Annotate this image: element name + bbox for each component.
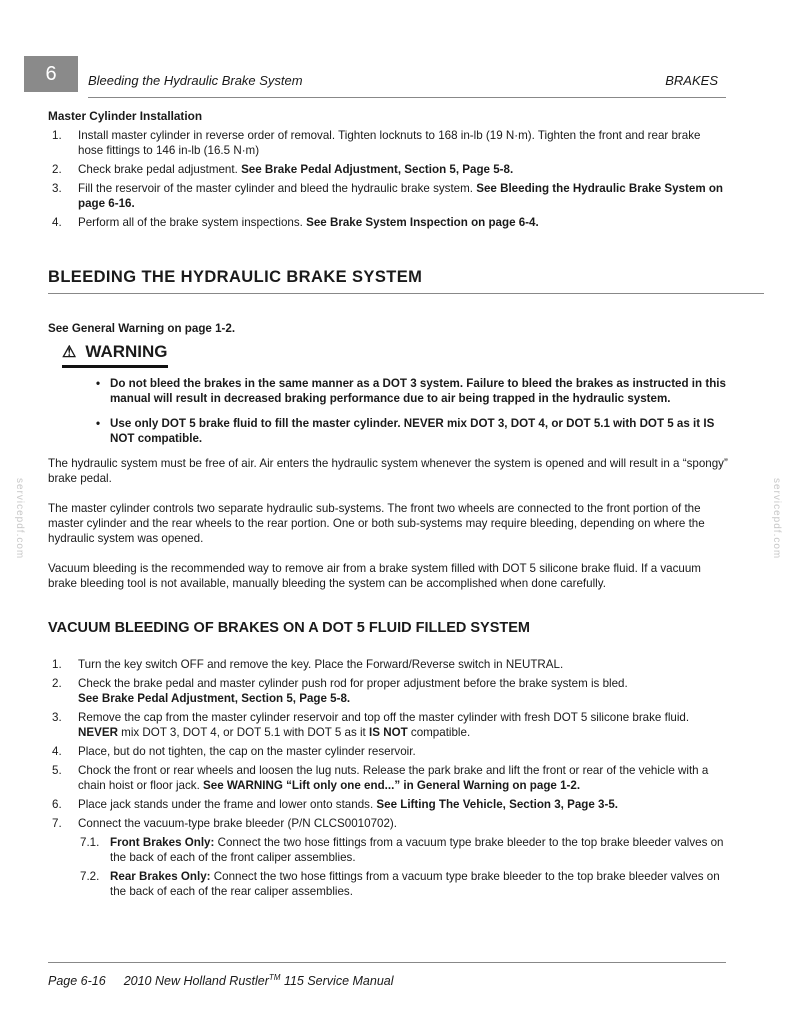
step-text: Check brake pedal adjustment.	[78, 163, 242, 176]
cross-reference: See Brake Pedal Adjustment, Section 5, Page 5-8.	[78, 692, 351, 705]
page-number: Page 6-16	[48, 974, 106, 989]
section-heading: BLEEDING THE HYDRAULIC BRAKE SYSTEM	[48, 268, 423, 286]
list-item	[48, 676, 728, 706]
watermark-right: servicepdf.com	[771, 478, 782, 560]
step-text: Connect the vacuum-type brake bleeder (P/N CLCS0010702).	[78, 817, 398, 830]
sub-step-label: Front Brakes Only:	[110, 836, 215, 849]
step-number: 2.	[52, 677, 62, 690]
list-item	[48, 797, 728, 812]
step-number: 6.	[52, 798, 62, 811]
header-title: Bleeding the Hydraulic Brake System	[88, 73, 303, 88]
step-number: 4.	[52, 216, 62, 229]
warning-item	[96, 376, 728, 406]
step-number: 3.	[52, 711, 62, 724]
cross-reference: See Brake Pedal Adjustment, Section 5, Page 5-8.	[241, 163, 514, 176]
list-item	[48, 128, 728, 158]
vacuum-steps	[48, 657, 728, 899]
bullet-icon: •	[96, 417, 101, 430]
step-text: compatible.	[407, 726, 471, 739]
section-rule	[48, 293, 764, 294]
sub-step-label: Rear Brakes Only:	[110, 870, 211, 883]
list-item	[48, 215, 728, 230]
step-number: 2.	[52, 163, 62, 176]
cross-reference: See WARNING “Lift only one end...” in General Warning on page 1-2.	[203, 779, 581, 792]
warning-list	[62, 376, 728, 446]
list-item	[48, 162, 728, 177]
subsection-heading: VACUUM BLEEDING OF BRAKES ON A DOT 5 FLUID FILLED SYSTEM	[48, 620, 530, 636]
chapter-tab: 6	[24, 56, 78, 92]
paragraph: The master cylinder controls two separate hydraulic sub-systems. The front two wheels are connected to the front portion of the master cylinder and the rear wheels to the rear portion. One or both sub-systems may require bleeding, depending on where the hydraulic system was opened.	[48, 502, 705, 545]
list-item	[48, 710, 728, 740]
footer	[48, 973, 394, 988]
header-rule	[88, 97, 726, 98]
paragraph: Vacuum bleeding is the recommended way to remove air from a brake system filled with DOT 5 silicone brake fluid. If a vacuum brake bleeding tool is not available, manually bleeding the system can be accomplished when done carefully.	[48, 562, 701, 590]
list-item	[48, 657, 728, 672]
is-not-text: IS NOT	[369, 726, 408, 739]
step-number: 7.1.	[80, 836, 100, 849]
warning-box	[62, 344, 728, 446]
cross-reference: See Brake System Inspection on page 6-4.	[306, 216, 539, 229]
general-warning-ref: See General Warning on page 1-2.	[48, 322, 236, 335]
cross-reference: See Lifting The Vehicle, Section 3, Page 3-5.	[376, 798, 619, 811]
warning-item	[96, 416, 728, 446]
manual-title: 2010 New Holland Rustler™ 115 Service Manual	[123, 973, 394, 989]
list-item	[48, 181, 728, 211]
step-text: Chock the front or rear wheels and loosen the lug nuts. Release the park brake and lift the front or rear of the vehicle with a chain hoist or floor jack.	[78, 764, 709, 792]
step-text: Install master cylinder in reverse order of removal. Tighten locknuts to 168 in-lb (19 N·m). Tighten the front and rear brake hose fittings to 146 in-lb (16.5 N·m)	[78, 129, 701, 157]
never-text: NEVER	[78, 726, 118, 739]
watermark-left: servicepdf.com	[14, 478, 25, 560]
cross-reference: See Bleeding the Hydraulic Brake System on page 6-16.	[78, 182, 724, 210]
warning-triangle-icon: ⚠	[62, 344, 77, 361]
list-item	[48, 816, 728, 831]
step-text: Perform all of the brake system inspections.	[78, 216, 307, 229]
step-text: Remove the cap from the master cylinder reservoir and top off the master cylinder with fresh DOT 5 silicone brake fluid.	[78, 711, 690, 724]
step-number: 7.	[52, 817, 62, 830]
warning-title	[62, 344, 168, 368]
step-text: Connect the two hose fittings from a vacuum type brake bleeder to the top brake bleeder valves on the back of each of the rear caliper assemblies.	[110, 870, 720, 898]
step-text: Fill the reservoir of the master cylinder and bleed the hydraulic brake system.	[78, 182, 477, 195]
step-text: Place jack stands under the frame and lower onto stands.	[78, 798, 377, 811]
step-text: Turn the key switch OFF and remove the key. Place the Forward/Reverse switch in NEUTRAL.	[78, 658, 564, 671]
step-text: Place, but do not tighten, the cap on the master cylinder reservoir.	[78, 745, 416, 758]
list-item	[48, 763, 728, 793]
master-cylinder-heading: Master Cylinder Installation	[48, 109, 203, 123]
page-content	[48, 109, 728, 903]
paragraph: The hydraulic system must be free of air. Air enters the hydraulic system whenever the system is opened and will result in a “spongy” brake pedal.	[48, 457, 728, 485]
header-section: BRAKES	[665, 73, 718, 88]
trademark: TM	[268, 973, 281, 982]
bullet-icon: •	[96, 377, 101, 390]
step-number: 3.	[52, 182, 62, 195]
sub-list-item	[48, 835, 728, 865]
step-number: 1.	[52, 658, 62, 671]
warning-text: Do not bleed the brakes in the same manner as a DOT 3 system. Failure to bleed the brakes as instructed in this manual will result in decreased braking performance due to air being trapped in the hydraulic system.	[110, 377, 726, 405]
step-number: 4.	[52, 745, 62, 758]
master-cylinder-steps	[48, 128, 728, 230]
sub-list-item	[48, 869, 728, 899]
step-number: 1.	[52, 129, 62, 142]
step-text: mix DOT 3, DOT 4, or DOT 5.1 with DOT 5 as it	[117, 726, 370, 739]
step-number: 7.2.	[80, 870, 100, 883]
list-item	[48, 744, 728, 759]
step-number: 5.	[52, 764, 62, 777]
footer-rule	[48, 962, 726, 963]
step-text: Check the brake pedal and master cylinder push rod for proper adjustment before the brake system is bled.	[78, 677, 628, 690]
warning-text: Use only DOT 5 brake fluid to fill the master cylinder. NEVER mix DOT 3, DOT 4, or DOT 5.1 with DOT 5 as it IS NOT compatible.	[110, 417, 715, 445]
step-text: Connect the two hose fittings from a vacuum type brake bleeder to the top brake bleeder valves on the back of each of the front caliper assemblies.	[110, 836, 724, 864]
warning-title-text: WARNING	[85, 342, 168, 361]
